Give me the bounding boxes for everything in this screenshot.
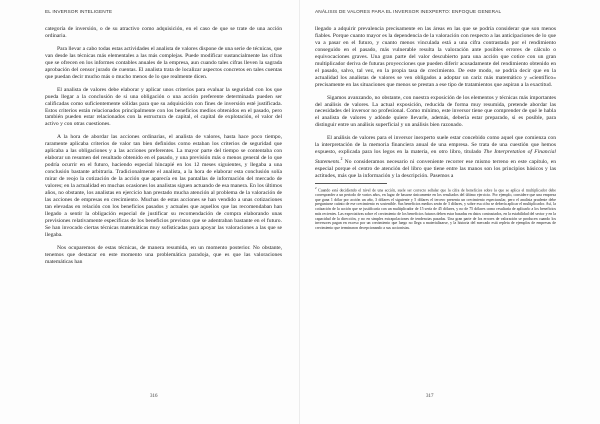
paragraph: Sigamos avanzando, no obstante, con nuestra exposición de los elementos y técnicas más importantes del análisis de valores. La actual exposición, reducida de forma muy resumida, pretende abordar las necesidades del inversor no profesional. Como mínimo, este inversor tiene que comprender de qué le habla el analista de valores y adónde quiere llevarle, además, debería estar preparado, si es posible, para distinguir entre un análisis superficial y un análisis bien razonado. — [315, 94, 556, 129]
right-page — [300, 0, 600, 424]
paragraph: El análisis de valores para el inversor inexperto suele estar concebido como aquel que comienza con la interpretación de la memoria financiera anual de una empresa. Se trata de una cuestión que hemos expuesto, explicada para los legos en la materia, en otro libro, titulado The Interpretation of Financial Statements.$^2$ No consideramos necesario ni conveniente recorrer ese mismo terreno en este capítulo, en especial porque el centro de atención del libro que tiene entre las manos son los principios básicos y las actitudes, más que la información y la descripción. Pasemos a — [315, 135, 556, 179]
running-head-left: EL INVERSOR INTELIGENTE — [45, 10, 113, 15]
paragraph: llegado a adquirir prevalencia precisamente en las áreas en las que se podría considerar que son menos fiables. Porque cuanto mayor es la dependencia de la valoración con respecto a las anticipaciones de lo que va a pasar en el futuro, y cuanto menos vinculada está a una cifra contrastada por el rendimiento conseguido en el pasado, más vulnerable resulta la valoración ante posibles errores de cálculo o equivocaciones graves. Una gran parte del valor descubierto para una acción que cotice con un gran multiplicador deriva de futuras proyecciones que pueden diferir acusadamente del rendimiento obtenido en el pasado, salvo, tal vez, en la propia tasa de crecimiento. De este modo, se podría decir que en la actualidad los analistas de valores se ven obligados a adoptar un cariz más matemático y «científico» precisamente en las situaciones que menos se prestan a ese tipo de tratamientos que aspiran a la exactitud. — [315, 26, 556, 88]
page-number-right: 317 — [426, 394, 434, 399]
footnote-rule — [315, 183, 387, 184]
right-page-body — [315, 26, 556, 231]
paragraph: El analista de valores debe elaborar y aplicar unos criterios para evaluar la seguridad con los que pueda llegar a la conclusión de si una obligación o una acción preferente determinada pueden ser calificadas como suficientemente sólidas para que su adquisición con fines de inversión esté justificada. Estos criterios están relacionados principalmente con los beneficios medios obtenidos en el pasado, pero también pueden estar relacionados con la estructura de capital, el capital de explotación, el valor del activo y con otras cuestiones. — [45, 86, 282, 128]
paragraph: Nos ocuparemos de estas técnicas, de manera resumida, en un momento posterior. No obstante, tenemos que destacar en este momento una problemática paradoja, que es que las valoraciones matemáticas han — [45, 244, 282, 265]
footnote-reference: 2 — [340, 157, 343, 162]
footnote-marker: 2 — [315, 185, 317, 190]
paragraph: Para llevar a cabo todas estas actividades el analista de valores dispone de una serie de técnicas, que van desde las técnicas más elementales a las más complejas. Puede modificar sustancialmente las cifras que se ofrecen en los informes contables anuales de la empresa, aun cuando tales cifras lleven la sagrada aprobación del censor jurado de cuentas. El analista trata de localizar aspectos concretos en tales cuentas que puedan decir mucho más o mucho menos de lo que realmente dicen. — [45, 45, 282, 80]
paragraph: categoría de inversión, o de su atractivo como adquisición, en el caso de que se trate de una acción ordinaria. — [45, 26, 282, 39]
paragraph: A la hora de abordar las acciones ordinarias, el analista de valores, hasta hace poco tiempo, raramente aplicaba criterios de valor tan bien definidos como estaban los criterios de seguridad que aplicaba a las obligaciones y a las acciones preferentes. La mayor parte del tiempo se contentaba con elaborar un resumen del resultado obtenido en el pasado, y una previsión más o menos general de lo que podría ocurrir en el futuro, haciendo especial hincapié en los 12 meses siguientes, y llegaba a una conclusión bastante arbitraria. Tradicionalmente el analista, a la hora de elaborar esta conclusión solía mirar de reojo la cotización de la acción que aparecía en las pantallas de información del mercado de valores; en la actualidad en muchas ocasiones los analistas siguen actuando de esa manera. En los últimos años, no obstante, los analistas en ejercicio han prestado mucha atención al problema de la valoración de las acciones de empresas en crecimiento. Muchas de estas acciones se han vendido a unas cotizaciones tan elevadas en relación con los beneficios pasados y actuales que aquellos que las recomendaban han llegado a sentir la obligación especial de justificar su recomendación de compra elaborando unas previsiones relativamente específicas de los beneficios previstos que se adentraban bastante en el futuro. Se han invocado ciertas técnicas matemáticas muy sofisticadas para apoyar las valoraciones a las que se llegaba. — [45, 134, 282, 238]
footnote — [315, 186, 556, 231]
footnote-text: Cuando está decidiendo el nivel de una acción, suele ser correcto señalar que la cifra de beneficios sobre la que se aplica el multiplicador debe corresponder a un periodo de varios años, en lugar de basarse únicamente en los resultados del último ejercicio. Por ejemplo, considere que una empresa que gana 1 dólar por acción un año, 3 dólares el siguiente y 5 dólares el tercero presenta un crecimiento espectacular, pero el analista prudente debe preguntarse cuánto de ese crecimiento es sostenible. Sus beneficios medios serán de 3 dólares, y sobre esa cifra se debería aplicar el multiplicador. Así, la cotización de la acción que se justificaría con un multiplicador de 15 sería de 45 dólares, y no de 75 dólares como resultaría de aplicarlo a los beneficios más recientes. Las expectativas sobre el crecimiento de los beneficios futuros deben estar basadas en datos contrastados, en la estabilidad del sector y en la capacidad de la dirección, y no en simples extrapolaciones de tendencias pasadas. Una gran parte de los errores de valoración se producen cuando los inversores pagan en exceso por un crecimiento que luego no llega a materializarse, y la historia del mercado está repleta de ejemplos de empresas de crecimiento que terminaron decepcionando a sus accionistas. — [315, 188, 556, 231]
page-number-left: 316 — [150, 394, 158, 399]
running-head-right: ANÁLISIS DE VALORES PARA EL INVERSOR INEXPERTO: ENFOQUE GENERAL — [315, 10, 502, 15]
book-title: The Interpretation of Financial Statements — [315, 149, 556, 166]
left-page-body — [45, 26, 282, 266]
